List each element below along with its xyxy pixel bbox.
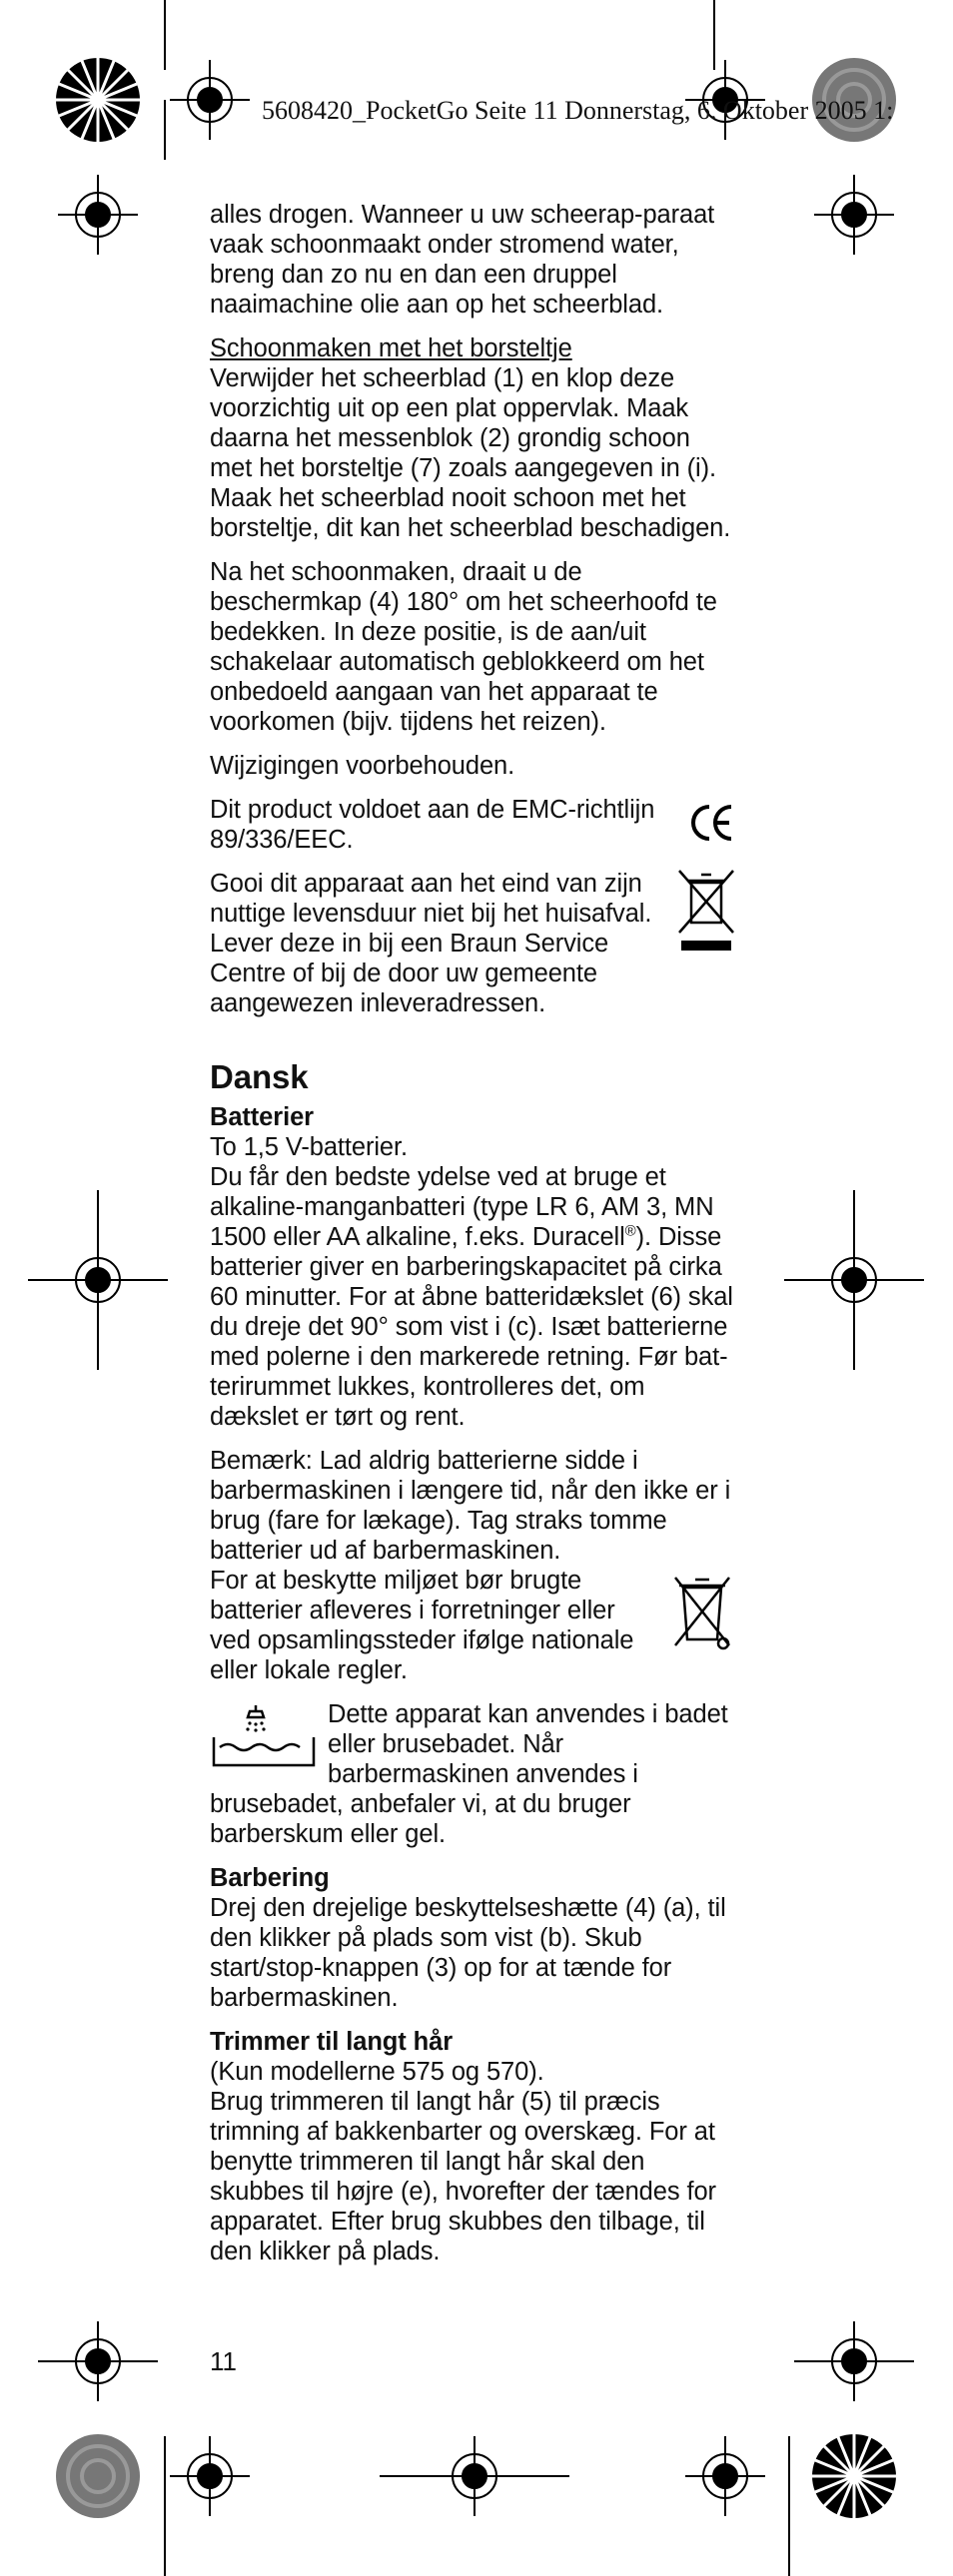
da-note-section — [210, 1446, 735, 1566]
nl-paragraph-4: Wijzigingen voorbehouden. — [210, 752, 515, 780]
da-environment-paragraph — [210, 1566, 735, 1685]
da-batteries-heading: Batterier — [210, 1103, 314, 1131]
da-note-text: Bemærk: Lad aldrig batterierne sidde i barbermaskinen i længere tid, når den ikke er i brug (fare for lækage). Tag straks tomme batterier ud af barbermaskinen. — [210, 1447, 731, 1565]
nl-brush-text: Verwijder het scheerblad (1) en klop deze voorzichtig uit op een plat oppervlak. Maak daarna het messenblok (2) grondig schoon met het borsteltje (7) zoals aangegeven in (i). Maak het scheerblad nooit schoon met het borsteltje, dit kan het scheerblad beschadigen. — [210, 364, 731, 542]
nl-disposal-paragraph — [210, 869, 735, 1018]
print-slug: 5608420_PocketGo Seite 11 Donnerstag, 6. Oktober 2005 1: — [262, 96, 894, 125]
nl-disposal-text: Gooi dit apparaat aan het eind van zijn nuttige levensduur niet bij het huisafval. Lever deze in bij een Braun Service Centre of bij de door uw gemeente aangewezen inleveradressen. — [210, 870, 652, 1017]
da-batteries-section — [210, 1102, 735, 1432]
shower-bath-icon — [210, 1703, 320, 1773]
da-shaving-section — [210, 1863, 735, 2013]
nl-brush-heading: Schoonmaken met het borsteltje — [210, 334, 572, 362]
page-number: 11 — [210, 2346, 237, 2376]
page-content — [210, 200, 735, 2280]
nl-paragraph-1: alles drogen. Wanneer u uw scheerap-paraat vaak schoonmaakt onder stromend water, breng dan zo nu en dan een druppel naaimachine olie aan op het scheerblad. — [210, 201, 715, 319]
da-bath-paragraph — [210, 1699, 735, 1849]
crossed-bin-icon — [677, 869, 735, 962]
registered-mark: ® — [624, 1222, 636, 1240]
da-shaving-text: Drej den drejelige beskyttelseshætte (4) (a), til den klikker på plads som vist (b). Skub start/stop-knappen (3) op for at tænde for barbermaskinen. — [210, 1894, 726, 2012]
section-title-dansk: Dansk — [210, 1058, 309, 1095]
nl-emc-text: Dit product voldoet aan de EMC-richtlijn 89/336/EEC. — [210, 796, 655, 854]
da-bath-text: Dette apparat kan anvendes i badet eller brusebadet. Når barbermaskinen anvendes i brusebadet, anbefaler vi, at du bruger barberskum eller gel. — [210, 1700, 728, 1848]
nl-emc-paragraph — [210, 795, 735, 855]
nl-brush-section — [210, 333, 735, 543]
battery-bin-icon — [669, 1572, 735, 1658]
da-batteries-text-b: ). Disse batterier giver en barberingskapacitet på cirka 60 minutter. For at åbne batteridækslet (6) skal du dreje det 90° som vist i (c). Isæt batterierne med polerne i den markerede retning. Før bat-terirummet lukkes, kontrolleres det, om dækslet er tørt og rent. — [210, 1223, 733, 1431]
da-trimmer-models: (Kun modellerne 575 og 570). — [210, 2058, 544, 2086]
da-trimmer-text: Brug trimmeren til langt hår (5) til præcis trimning af bakkenbarter og overskæg. For at benytte trimmeren til langt hår skal den skubbes til højre (e), hvorefter der tændes for apparatet. Efter brug skubbes den tilbage, til den klikker på plads. — [210, 2088, 716, 2265]
da-trimmer-section — [210, 2027, 735, 2266]
da-shaving-heading: Barbering — [210, 1864, 330, 1892]
da-environment-text: For at beskytte miljøet bør brugte batterier afleveres i forretninger eller ved opsamlingssteder ifølge nationale eller lokale regler. — [210, 1567, 634, 1684]
da-trimmer-heading: Trimmer til langt hår — [210, 2028, 454, 2056]
da-batteries-text-a: Du får den bedste ydelse ved at bruge et alkaline-manganbatteri (type LR 6, AM 3, MN 1500 eller AA alkaline, f.eks. Duracell — [210, 1163, 714, 1251]
nl-paragraph-3: Na het schoonmaken, draait u de beschermkap (4) 180° om het scheerhoofd te bedekken. In deze positie, is de aan/uit schakelaar automatisch geblokkeerd om het onbedoeld aangaan van het apparaat te voorkomen (bijv. tijdens het reizen). — [210, 558, 717, 736]
ce-mark-icon — [689, 803, 735, 850]
da-batteries-line: To 1,5 V-batterier. — [210, 1133, 408, 1161]
